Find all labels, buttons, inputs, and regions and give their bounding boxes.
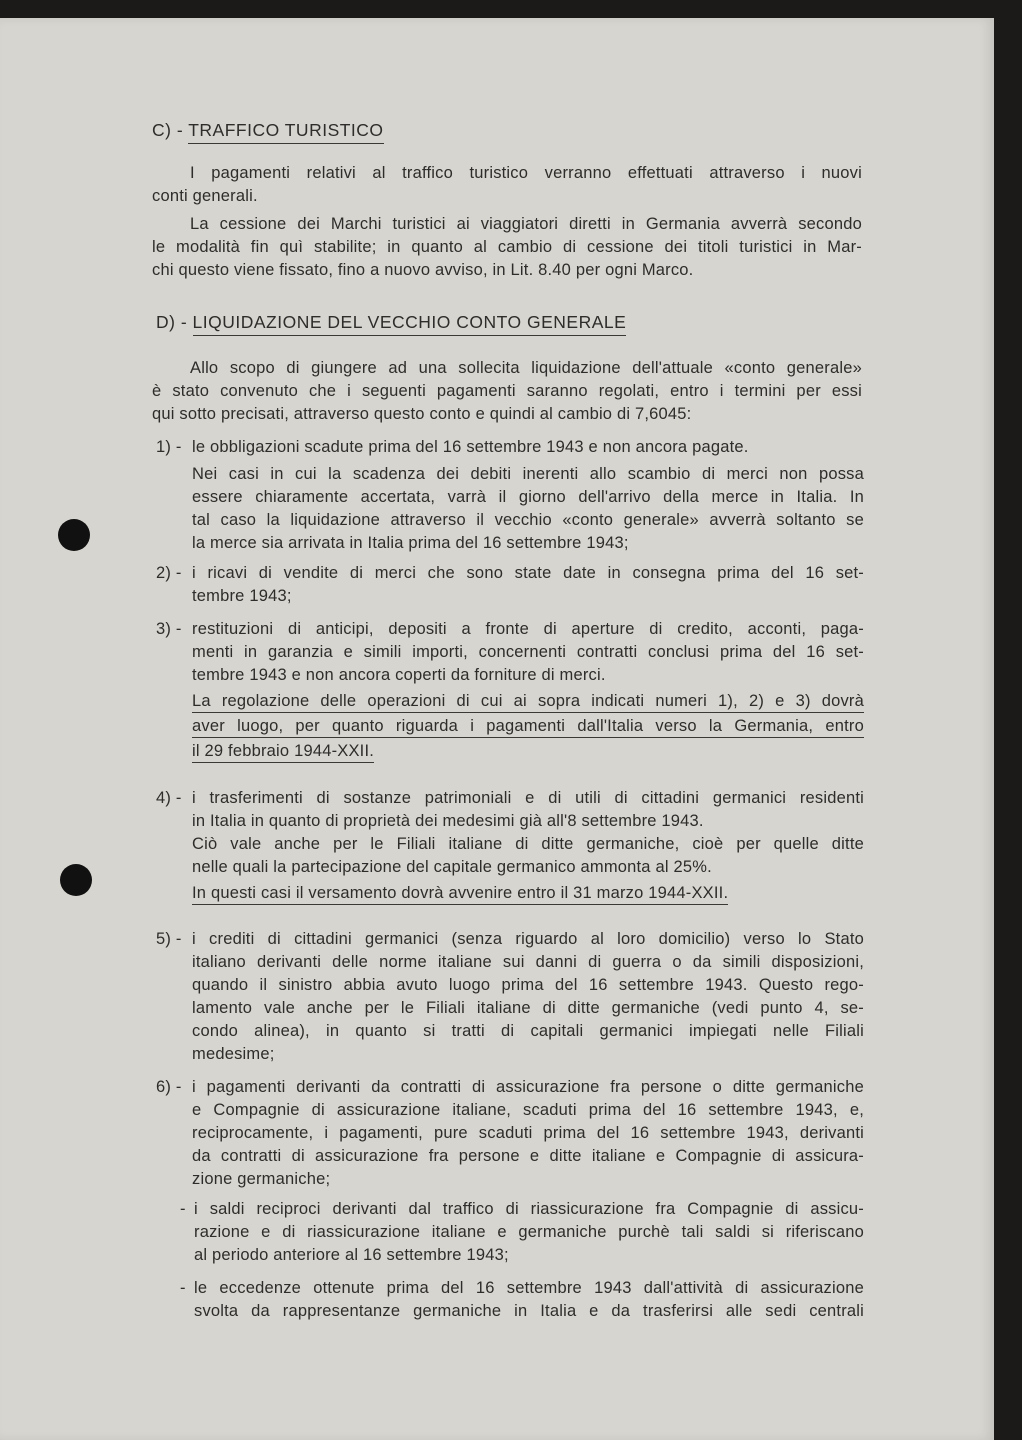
item-6-line: zione germaniche; xyxy=(192,1170,331,1188)
item-6-line: da contratti di assicurazione fra persone e ditte italiane e Compagnie di assicura- xyxy=(192,1147,864,1165)
dash-item-1-line: i saldi reciproci derivanti dal traffico di riassicurazione fra Compagnie di assicu- xyxy=(194,1200,864,1218)
item-4-line: in Italia in quanto di proprietà dei medesimi già all'8 settembre 1943. xyxy=(192,812,704,830)
item-4-line: Ciò vale anche per le Filiali italiane di ditte germaniche, cioè per quelle ditte xyxy=(192,835,864,853)
item-4-line: nelle quali la partecipazione del capitale germanico ammonta al 25%. xyxy=(192,858,712,876)
d-intro-line: qui sotto precisati, attraverso questo conto e quindi al cambio di 7,6045: xyxy=(152,405,692,423)
dash-item-1-line: al periodo anteriore al 16 settembre 1943; xyxy=(194,1246,509,1264)
item-5-line: lamento vale anche per le Filiali italiane di ditte germaniche (vedi punto 4, se- xyxy=(192,999,864,1017)
d-intro-line: Allo scopo di giungere ad una sollecita liquidazione dell'attuale «conto generale» xyxy=(190,359,862,377)
dash-item-2-line: le eccedenze ottenute prima del 16 settembre 1943 dall'attività di assicurazione xyxy=(194,1279,864,1297)
item-1-line: le obbligazioni scadute prima del 16 settembre 1943 e non ancora pagate. xyxy=(192,438,749,456)
item-5-line: quando il sinistro abbia avuto luogo prima del 16 settembre 1943. Questo rego- xyxy=(192,976,864,994)
item-2-line: i ricavi di vendite di merci che sono state date in consegna prima del 16 set- xyxy=(192,564,864,582)
item-5-line: medesime; xyxy=(192,1045,275,1063)
section-c-prefix: C) - xyxy=(152,120,184,140)
dash-item-2-marker: - xyxy=(180,1279,186,1297)
item-1-sub-line: essere chiaramente accertata, varrà il giorno dell'arrivo della merce in Italia. In xyxy=(192,488,864,506)
section-d-prefix: D) - xyxy=(156,312,188,332)
item-4-underlined-line: In questi casi il versamento dovrà avvenire entro il 31 marzo 1944-XXII. xyxy=(192,882,728,905)
item-5-line: italiano derivanti delle norme italiane sui danni di guerra o da simili disposizioni, xyxy=(192,953,864,971)
item-2-line: tembre 1943; xyxy=(192,587,292,605)
c-p2-line: le modalità fin quì stabilite; in quanto al cambio di cessione dei titoli turistici in Mar- xyxy=(152,238,862,256)
punch-hole-bottom xyxy=(60,864,92,896)
item-5-line: i crediti di cittadini germanici (senza riguardo al loro domicilio) verso lo Stato xyxy=(192,930,864,948)
item-5-line: condo alinea), in quanto si tratti di capitali germanici impiegati nelle Filiali xyxy=(192,1022,864,1040)
item-1-sub-line: tal caso la liquidazione attraverso il vecchio «conto generale» avverrà soltanto se xyxy=(192,511,864,529)
item-3-number: 3) - xyxy=(156,620,182,638)
section-c-heading xyxy=(152,120,384,141)
item-6-line: reciprocamente, i pagamenti, pure scaduti prima del 16 settembre 1943, derivanti xyxy=(192,1124,864,1142)
dash-item-1-marker: - xyxy=(180,1200,186,1218)
c-p2-line: La cessione dei Marchi turistici ai viaggiatori diretti in Germania avverrà secondo xyxy=(190,215,862,233)
item-6-line: e Compagnie di assicurazione italiane, scaduti prima del 16 settembre 1943, e, xyxy=(192,1101,864,1119)
item-5-number: 5) - xyxy=(156,930,182,948)
item-1-number: 1) - xyxy=(156,438,182,456)
item-2-number: 2) - xyxy=(156,564,182,582)
dash-item-2-line: svolta da rappresentanze germaniche in Italia e da trasferirsi alle sedi centrali xyxy=(194,1302,864,1320)
item-3-line: tembre 1943 e non ancora coperti da forniture di merci. xyxy=(192,666,606,684)
c-p1-line: I pagamenti relativi al traffico turistico verranno effettuati attraverso i nuovi xyxy=(190,164,862,182)
item-4-line: i trasferimenti di sostanze patrimoniali e di utili di cittadini germanici residenti xyxy=(192,789,864,807)
section-d-title: LIQUIDAZIONE DEL VECCHIO CONTO GENERALE xyxy=(193,312,627,336)
item-3-underlined-line: aver luogo, per quanto riguarda i pagamenti dall'Italia verso la Germania, entro xyxy=(192,715,864,738)
dash-item-1-line: razione e di riassicurazione italiane e germaniche purchè tali saldi si riferiscano xyxy=(194,1223,864,1241)
item-3-line: restituzioni di anticipi, depositi a fronte di aperture di credito, acconti, paga- xyxy=(192,620,864,638)
item-1-sub-line: Nei casi in cui la scadenza dei debiti inerenti allo scambio di merci non possa xyxy=(192,465,864,483)
item-3-underlined-line: La regolazione delle operazioni di cui ai sopra indicati numeri 1), 2) e 3) dovrà xyxy=(192,690,864,713)
c-p1-line: conti generali. xyxy=(152,187,258,205)
c-p2-line: chi questo viene fissato, fino a nuovo avviso, in Lit. 8.40 per ogni Marco. xyxy=(152,261,694,279)
item-1-sub-line: la merce sia arrivata in Italia prima del 16 settembre 1943; xyxy=(192,534,629,552)
section-c-title: TRAFFICO TURISTICO xyxy=(188,120,383,144)
d-intro-line: è stato convenuto che i seguenti pagamenti saranno regolati, entro i termini per essi xyxy=(152,382,862,400)
item-6-line: i pagamenti derivanti da contratti di assicurazione fra persone o ditte germaniche xyxy=(192,1078,864,1096)
section-d-heading xyxy=(156,312,626,333)
punch-hole-top xyxy=(58,519,90,551)
item-3-line: menti in garanzia e simili importi, concernenti contratti conclusi prima del 16 set- xyxy=(192,643,864,661)
item-6-number: 6) - xyxy=(156,1078,182,1096)
item-4-number: 4) - xyxy=(156,789,182,807)
item-3-underlined-line: il 29 febbraio 1944-XXII. xyxy=(192,740,374,763)
